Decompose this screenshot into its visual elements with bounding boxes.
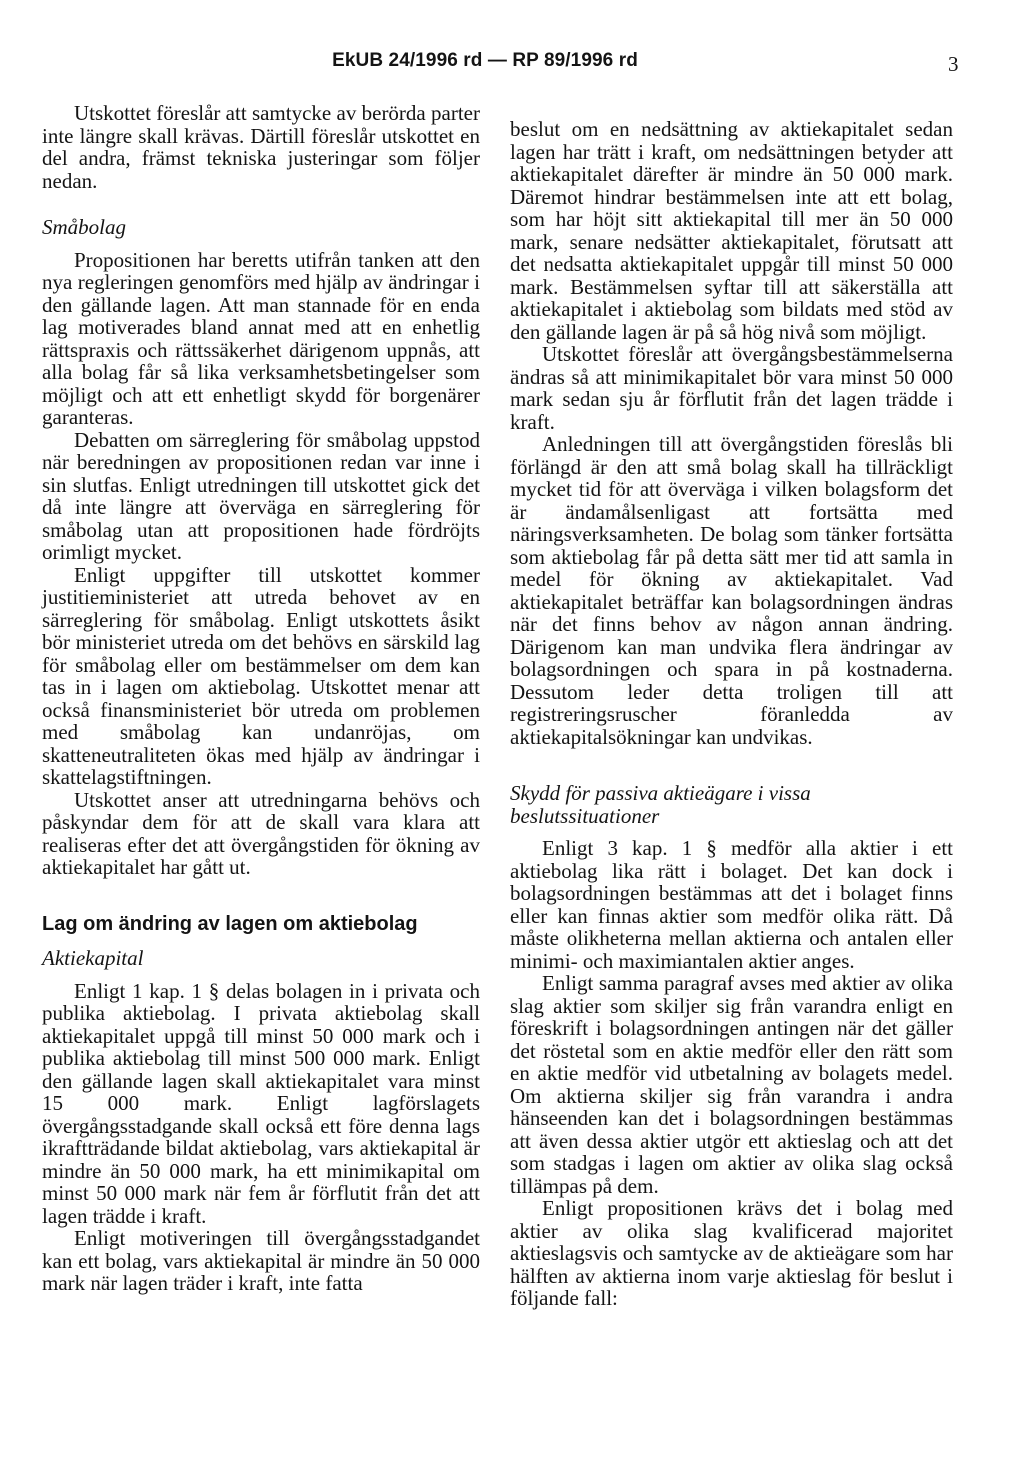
paragraph: beslut om en nedsättning av aktiekapitalet sedan lagen har trätt i kraft, om nedsättningen betyder att aktiekapitalet därefter är mindre än 50 000 mark. Däremot hindrar bestämmelsen inte att ett bolag, som har höjt sitt aktiekapital till mer än 50 000 mark, senare nedsätter aktiekapitalet, förutsatt att det nedsatta aktiekapitalet uppgår till minst 50 000 mark. Bestämmelsen syftar till att säkerställa att aktiekapitalet i aktiebolag som bildats med stöd av den gällande lagen är på så hög nivå som möjligt. — [510, 117, 953, 344]
subheading-smabolag: Småbolag — [42, 215, 126, 239]
subheading-skydd-line: Skydd för passiva aktieägare i vissa — [510, 781, 811, 805]
paragraph: Enligt 1 kap. 1 § delas bolagen in i privata och publika aktiebolag. I privata aktiebolag skall aktiekapitalet uppgå till minst 50 000 mark och i publika aktiebolag till minst 500 000 mark. Enligt den gällande lagen skall aktiekapitalet vara minst 15 000 mark. Enligt lagförslagets övergångsstadgande skall också ett före denna lags ikraftträdande bildat aktiebolag, vars aktiekapital är mindre än 50 000 mark, ha ett minimikapital om minst 50 000 mark när fem år förflutit från det att lagen trädde i kraft. — [42, 978, 480, 1228]
section-heading-lag: Lag om ändring av lagen om aktiebolag — [42, 912, 418, 935]
page-number: 3 — [948, 52, 959, 76]
paragraph: Enligt uppgifter till utskottet kommer justitieministeriet att utreda behovet av en särreglering för småbolag. Enligt utskottets åsikt bör ministeriet utreda om det behövs en särskild lag för småbolag eller om bestämmelser om dem kan tas in i lagen om aktiebolag. Utskottet menar att också finansministeriet bör utreda om problemen med småbolag kan undanröjas, om skatteneutraliteten ökas med hjälp av ändringar i skattelagstiftningen. — [42, 562, 480, 789]
paragraph: Utskottet anser att utredningarna behövs och påskyndar dem för att de skall vara klara att realiseras efter det att övergångstiden för ökning av aktiekapitalet har gått ut. — [42, 787, 480, 879]
paragraph: Utskottet föreslår att övergångsbestämmelserna ändras så att minimikapitalet bör vara minst 50 000 mark sedan sju år förflutit från det lagen trädde i kraft. — [510, 342, 953, 434]
paragraph: Enligt samma paragraf avses med aktier av olika slag aktier som skiljer sig från varandra enligt en föreskrift i bolagsordningen antingen när det gäller det röstetal som en aktie medför eller den rätt som en aktie medför vid utbetalning av bolagets medel. Om aktierna skiljer sig från varandra i andra hänseenden kan det i bolagsordningen bestämmas att även dessa aktier utgör ett aktieslag och att det som stadgas i lagen om aktier av olika slag också tillämpas på dem. — [510, 971, 953, 1198]
subheading-skydd-line: beslutssituationer — [510, 803, 660, 828]
subheading-skydd — [510, 782, 953, 827]
paragraph: Enligt propositionen krävs det i bolag med aktier av olika slag kvalificerad majoritet aktieslagsvis och samtycke av de aktieägare som har hälften av aktierna inom varje aktieslag för beslut i följande fall: — [510, 1196, 953, 1310]
paragraph: Enligt motiveringen till övergångsstadgandet kan ett bolag, vars aktiekapital är mindre än 50 000 mark när lagen träder i kraft, inte fatta — [42, 1226, 480, 1295]
paragraph: Utskottet föreslår att samtycke av berörda parter inte längre skall krävas. Därtill föreslår utskottet en del andra, främst tekniska justeringar som följer nedan. — [42, 101, 480, 193]
paragraph: Propositionen har beretts utifrån tanken att den nya regleringen genomförs med hjälp av ändringar i den gällande lagen. Att man stannade för en enda lag motiverades bland annat med att en enhetlig rättspraxis och rättssäkerhet därigenom uppnås, att alla bolag får så lika verksamhetsbetingelser som möjligt och att ett enhetligt skydd för borgenärer garanteras. — [42, 247, 480, 429]
running-head: EkUB 24/1996 rd — RP 89/1996 rd — [332, 50, 638, 71]
subheading-aktiekapital: Aktiekapital — [42, 946, 144, 970]
paragraph: Enligt 3 kap. 1 § medför alla aktier i ett aktiebolag lika rätt i bolaget. Det kan dock i bolagsordningen bestämmas att det i bolaget finns eller kan finnas aktier som medför olika rätt. Då måste olikheterna mellan aktierna och antalen eller minimi- och maximiantalen aktier anges. — [510, 836, 953, 973]
paragraph: Debatten om särreglering för småbolag uppstod när beredningen av propositionen redan var inne i sin slutfas. Enligt utredningen till utskottet gick det då inte längre att överväga en särreglering för småbolag utan att propositionen hade fördröjts orimligt mycket. — [42, 427, 480, 564]
left-column — [42, 102, 480, 1295]
paragraph: Anledningen till att övergångstiden föreslås bli förlängd är den att små bolag skall ha tillräckligt mycket tid för att överväga i vilken bolagsform det är ändamålsenligast att fortsätta med näringsverksamheten. De bolag som tänker fortsätta som aktiebolag får på detta sätt mer tid att samla in medel för ökning av aktiekapitalet. Vad aktiekapitalet beträffar kan bolagsordningen ändras när det finns behov av någon annan ändring. Därigenom kan man undvika flera ändringar av bolagsordningen och spara in på kostnaderna. Dessutom leder detta troligen till att registreringsruscher föranledda av aktiekapitalsökningar kan undvikas. — [510, 432, 953, 749]
page-header — [0, 50, 1024, 90]
right-column — [510, 118, 953, 1310]
